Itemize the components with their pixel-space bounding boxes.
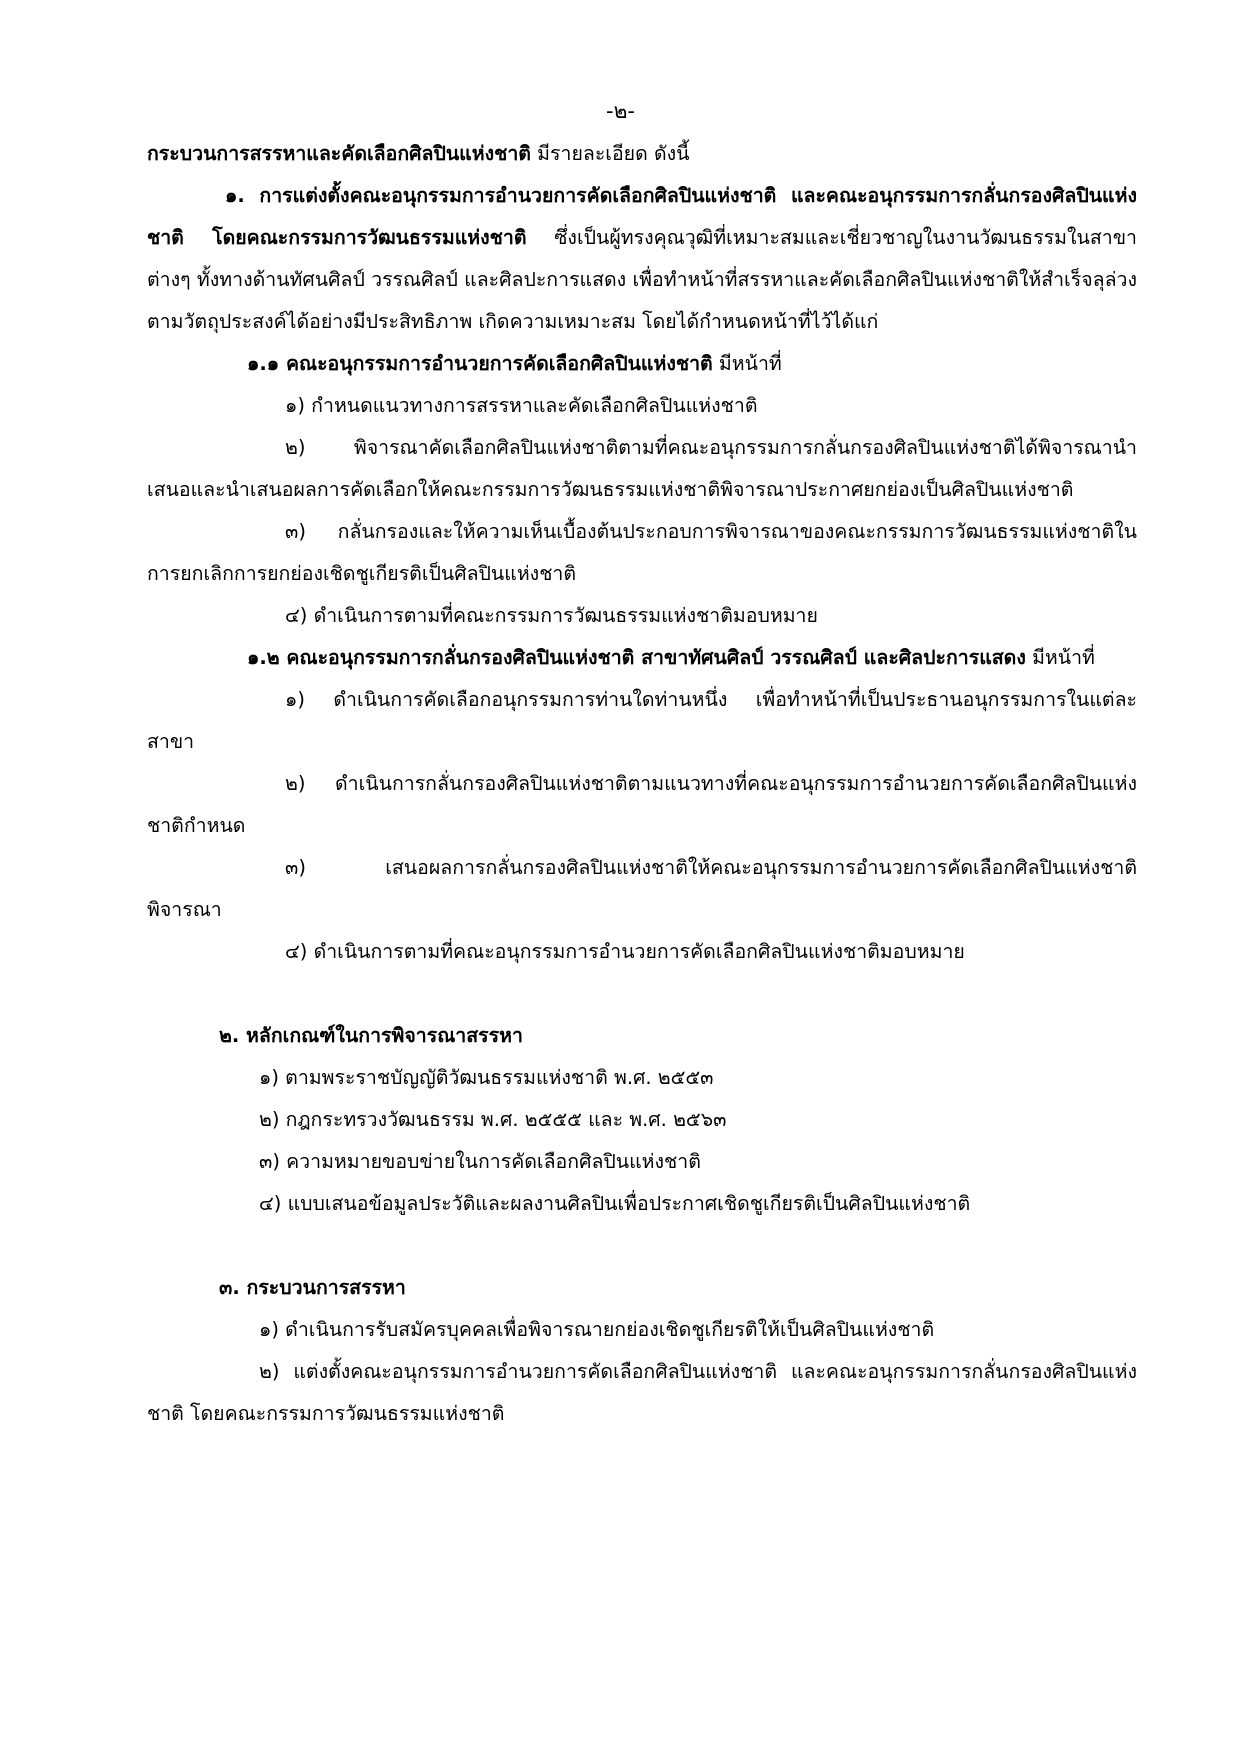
section1-paragraph <box>147 175 1137 343</box>
sub1-heading-paragraph <box>147 343 1137 385</box>
section2-item: ๑) ตามพระราชบัญญัติวัฒนธรรมแห่งชาติ พ.ศ. ๒๕๕๓ <box>259 1066 714 1089</box>
sub1-item: ๔) ดำเนินการตามที่คณะกรรมการวัฒนธรรมแห่งชาติมอบหมาย <box>285 604 818 627</box>
section2-item: ๓) ความหมายขอบข่ายในการคัดเลือกศิลปินแห่งชาติ <box>259 1150 701 1173</box>
sub1-item: ๑) กำหนดแนวทางการสรรหาและคัดเลือกศิลปินแห่งชาติ <box>285 394 758 417</box>
section2-heading: ๒. หลักเกณฑ์ในการพิจารณาสรรหา <box>219 1024 523 1047</box>
sub2-item: ๒) ดำเนินการกลั่นกรองศิลปินแห่งชาติตามแนวทางที่คณะอนุกรรมการอำนวยการคัดเลือกศิลปินแห่งชาติกำหนด <box>147 772 1137 837</box>
sub1-heading: ๑.๑ คณะอนุกรรมการอำนวยการคัดเลือกศิลปินแห่งชาติ <box>247 352 713 375</box>
intro-suffix: มีรายละเอียด ดังนี้ <box>537 142 690 165</box>
section1-text: ซึ่งเป็นผู้ทรงคุณวุฒิที่เหมาะสมและเชี่ยวชาญในงานวัฒนธรรมในสาขาต่างๆ ทั้งทางด้านทัศนศิลป์ วรรณศิลป์ และศิลปะการแสดง เพื่อทำหน้าที่สรรหาและคัดเลือกศิลปินแห่งชาติให้สำเร็จลุล่วงตามวัตถุประสงค์ได้อย่างมีประสิทธิภาพ เกิดความเหมาะสม โดยได้กำหนดหน้าที่ไว้ได้แก่ <box>147 226 1137 333</box>
section3-heading: ๓. กระบวนการสรรหา <box>219 1276 406 1299</box>
section2-item: ๔) แบบเสนอข้อมูลประวัติและผลงานศิลปินเพื่อประกาศเชิดชูเกียรติเป็นศิลปินแห่งชาติ <box>259 1192 971 1215</box>
sub1-heading-rest: มีหน้าที่ <box>718 352 782 375</box>
page-number: -๒- <box>606 99 635 123</box>
document-body <box>147 133 1137 1435</box>
intro-title: กระบวนการสรรหาและคัดเลือกศิลปินแห่งชาติ <box>147 142 531 165</box>
section2-item: ๒) กฎกระทรวงวัฒนธรรม พ.ศ. ๒๕๕๕ และ พ.ศ. ๒๕๖๓ <box>259 1108 727 1131</box>
sub2-heading-paragraph <box>147 637 1137 679</box>
sub2-item: ๔) ดำเนินการตามที่คณะอนุกรรมการอำนวยการคัดเลือกศิลปินแห่งชาติมอบหมาย <box>285 940 965 963</box>
section3-item: ๑) ดำเนินการรับสมัครบุคคลเพื่อพิจารณายกย่องเชิดชูเกียรติให้เป็นศิลปินแห่งชาติ <box>259 1318 935 1341</box>
sub1-item: ๒) พิจารณาคัดเลือกศิลปินแห่งชาติตามที่คณะอนุกรรมการกลั่นกรองศิลปินแห่งชาติได้พิจารณานำเสนอและนำเสนอผลการคัดเลือกให้คณะกรรมการวัฒนธรรมแห่งชาติพิจารณาประกาศยกย่องเป็นศิลปินแห่งชาติ <box>147 436 1137 501</box>
sub1-item: ๓) กลั่นกรองและให้ความเห็นเบื้องต้นประกอบการพิจารณาของคณะกรรมการวัฒนธรรมแห่งชาติในการยกเลิกการยกย่องเชิดชูเกียรติเป็นศิลปินแห่งชาติ <box>147 520 1137 585</box>
section1-heading: ๑. การแต่งตั้งคณะอนุกรรมการอำนวยการคัดเลือกศิลปินแห่งชาติ และคณะอนุกรรมการกลั่นกรองศิลปินแห่งชาติ โดยคณะกรรมการวัฒนธรรมแห่งชาติ <box>147 184 1137 249</box>
section3-item: ๒) แต่งตั้งคณะอนุกรรมการอำนวยการคัดเลือกศิลปินแห่งชาติ และคณะอนุกรรมการกลั่นกรองศิลปินแห่งชาติ โดยคณะกรรมการวัฒนธรรมแห่งชาติ <box>147 1360 1137 1425</box>
sub2-heading: ๑.๒ คณะอนุกรรมการกลั่นกรองศิลปินแห่งชาติ สาขาทัศนศิลป์ วรรณศิลป์ และศิลปะการแสดง <box>247 646 1026 669</box>
sub2-item: ๓) เสนอผลการกลั่นกรองศิลปินแห่งชาติให้คณะอนุกรรมการอำนวยการคัดเลือกศิลปินแห่งชาติพิจารณา <box>147 856 1137 921</box>
sub2-heading-rest: มีหน้าที่ <box>1032 646 1095 669</box>
intro-paragraph <box>147 133 1137 175</box>
sub2-item: ๑) ดำเนินการคัดเลือกอนุกรรมการท่านใดท่านหนึ่ง เพื่อทำหน้าที่เป็นประธานอนุกรรมการในแต่ละสาขา <box>147 688 1137 753</box>
